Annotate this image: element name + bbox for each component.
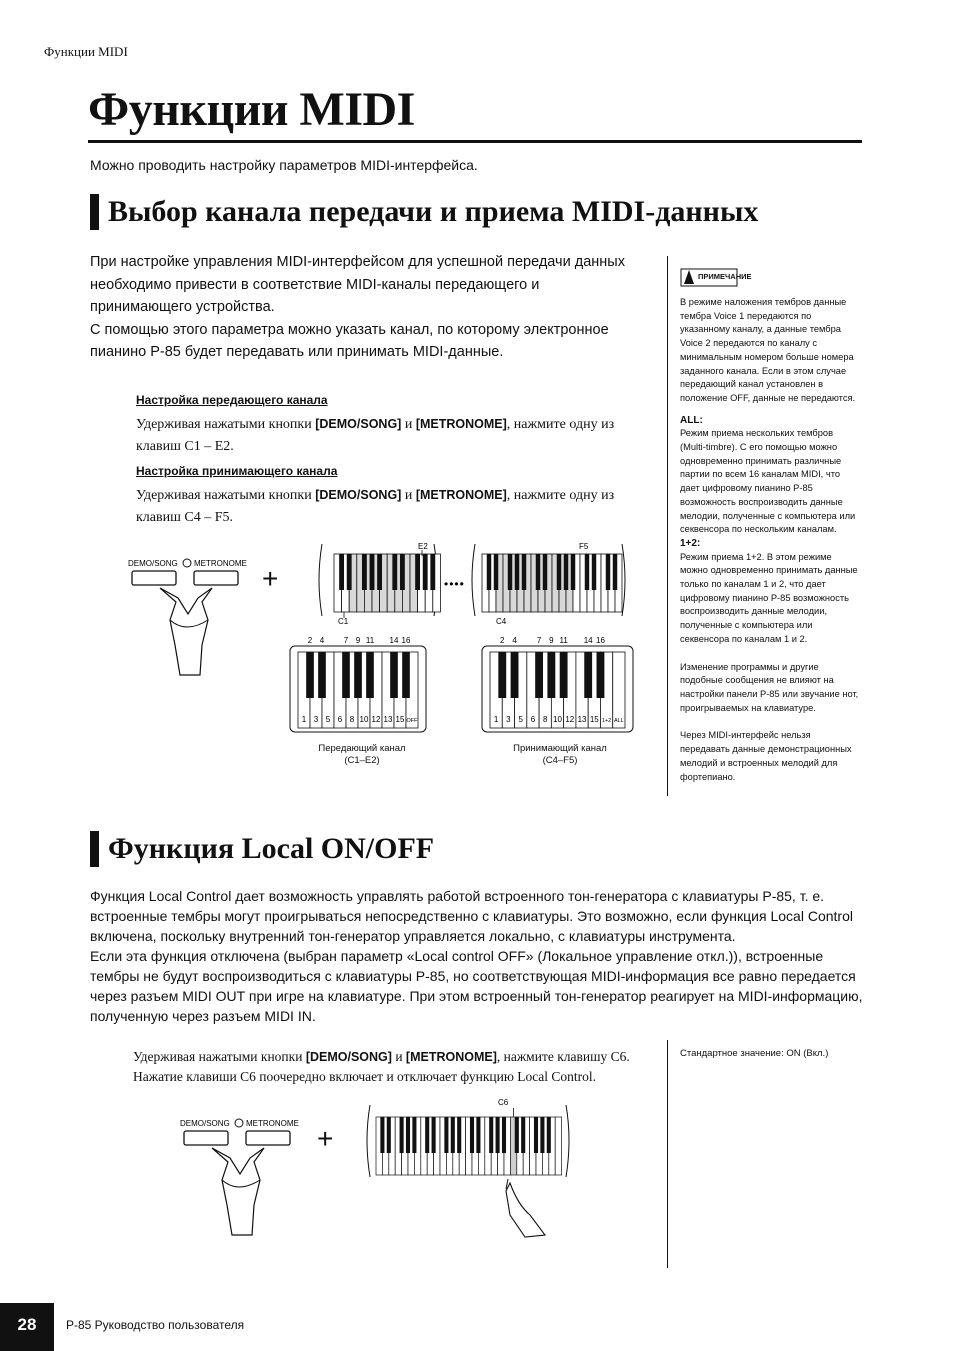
black-key [347,554,352,590]
section2-heading: Функция Local ON/OFF [90,831,434,867]
hand-drawing [160,588,212,675]
black-key [380,1117,384,1153]
black-key [476,1117,480,1153]
transmit-subheading: Настройка передающего канала [136,393,328,407]
black-key [339,554,344,590]
channel-number: 16 [596,636,605,645]
black-key [502,1117,506,1153]
note-divider-2 [667,1040,668,1268]
black-key [444,1117,448,1153]
note-one-two-label: 1+2: [680,537,701,549]
plus-sign: + [262,563,279,594]
channel-number: 15 [589,715,599,724]
channel-number: OFF [406,718,418,724]
note-divider [667,256,668,796]
channel-number: 5 [518,715,523,724]
demo-song-label: DEMO/SONG [128,559,178,568]
channel-number: 7 [343,636,349,645]
black-key [370,554,375,590]
paragraph-line: С помощью этого параметра можно указать канал, по которому электронное [90,321,609,338]
channel-number: 2 [307,636,313,645]
channel-number: 12 [371,715,381,724]
black-key [543,554,547,590]
black-key [489,1117,493,1153]
black-key [557,554,561,590]
note-icon [680,266,752,288]
channel-number: 12 [565,715,575,724]
black-key [564,554,568,590]
black-key [534,1117,538,1153]
black-key [496,1117,500,1153]
note-all-label: ALL: [680,414,703,426]
key-label-f5: F5 [579,542,589,551]
black-key [377,554,382,590]
channel-number: 9 [549,636,554,645]
buttons-hand-illustration-2 [172,1110,317,1240]
section1-paragraph [90,251,650,364]
channel-number: 8 [349,715,355,724]
running-head: Функции MIDI [44,44,128,59]
paragraph-line: тембры не будут воспроизводиться с клавиатуры P-85, но соответствующая MIDI-информация все равно передается [90,968,856,984]
receive-instruction: Удерживая нажатыми кнопки [DEMO/SONG] и [METRONOME], нажмите одну из клавиш C4 – F5. [136,488,615,525]
intro-text: Можно проводить настройку параметров MIDI-интерфейса. [90,157,478,173]
paragraph-line: необходимо привести в соответствие MIDI-каналы передающего и [90,276,540,293]
note-paragraph: Изменение программы и другие подобные сообщения не влияют на настройки панели P-85 или звучание нот, проигрываемых на клавиатуре. [680,661,859,713]
receive-channel-keyboard [480,632,635,737]
black-key [521,1117,525,1153]
paragraph-line: полученную через разъем MIDI IN. [90,1008,316,1024]
channel-number: 14 [583,636,593,645]
black-key [494,554,498,590]
paragraph-line: При настройке управления MIDI-интерфейсом для успешной передачи данных [90,254,625,270]
black-key [540,1117,544,1153]
key-label-c4: C4 [496,617,507,626]
black-key [457,1117,461,1153]
channel-number: 6 [337,715,343,724]
channel-number: 3 [506,715,511,724]
demo-song-label: DEMO/SONG [180,1119,230,1128]
black-key [585,554,589,590]
channel-number: 16 [401,636,411,645]
black-key [470,1117,474,1153]
channel-number: 7 [536,636,542,645]
black-key [560,652,568,698]
black-key [342,652,350,698]
black-key [597,652,605,698]
transmit-channel-keyboard [288,632,428,737]
paragraph-line: пианино P-85 будет передавать или принимать MIDI-данные. [90,344,504,360]
local-instruction: Удерживая нажатыми кнопки [DEMO/SONG] и [METRONOME], нажмите клавишу C6. Нажатие клавиши C6 поочередно включает и отключает функцию Local Control. [133,1049,630,1084]
side-note [680,296,860,784]
buttons-hand-illustration [120,550,260,680]
title-rule [88,140,862,143]
note-paragraph: Режим приема 1+2. В этом режиме можно одновременно принимать данные только по каналам 1 и 2, что дает цифровому пианино P-85 возможность воспроизводить данные мелодии, полученные с компьютера или секвенсора по каналам 1 и 2. [680,551,858,644]
section2-paragraph [90,886,890,1026]
black-key [511,652,519,698]
black-key [366,652,374,698]
note-paragraph: Через MIDI-интерфейс нельзя передавать данные демонстрационных мелодий и встроенных мелодий для фортепиано. [680,730,852,782]
black-key [430,554,435,590]
black-key [547,652,555,698]
channel-number: 4 [319,636,325,645]
plus-sign-2: + [317,1123,334,1154]
black-key [400,554,405,590]
page-title: Функции MIDI [88,83,415,136]
black-key [362,554,367,590]
paragraph-line: принимающего устройства. [90,299,275,315]
note-paragraph: Режим приема нескольких тембров (Multi-timbre). С его помощью можно одновременно принимать различные партии по всем 16 каналам MIDI, что дает цифровому пианино P-85 возможность воспроизводить данные мелодии, полученные с компьютера или секвенсора по нескольким каналам. [680,428,856,535]
page-number: 28 [0,1303,54,1351]
black-key [613,554,617,590]
black-key [400,1117,404,1153]
channel-number: 9 [355,636,361,645]
finger-drawing [506,1183,545,1237]
white-key [613,652,625,728]
paragraph-line: Функция Local Control дает возможность управлять работой встроенного тон-генератора с клавиатуры P-85, т. е. [90,888,825,904]
transmit-instruction: Удерживая нажатыми кнопки [DEMO/SONG] и [METRONOME], нажмите одну из клавиш C1 – E2. [136,417,615,454]
channel-number: 5 [325,715,331,724]
key-label-c1: C1 [338,617,349,626]
channel-number: 11 [559,636,568,645]
channel-number: 10 [553,715,562,724]
black-key [451,1117,455,1153]
channel-number: 15 [395,715,405,724]
black-key [515,554,519,590]
black-key [547,1117,551,1153]
black-key [487,554,491,590]
paragraph-line: встроенные тембры могут проигрываться непосредственно с клавиатуры. Это возможно, если функция Local Control [90,908,853,924]
channel-number: 8 [543,715,548,724]
keyboard-strip-illustration [312,540,637,632]
channel-number: 1 [301,715,307,724]
black-key [392,554,397,590]
black-key [387,1117,391,1153]
paragraph-line: через разъем MIDI OUT при игре на клавиатуре. При этом встроенный тон-генератор реагирует на MIDI-информацию, [90,988,863,1004]
black-key [515,1117,519,1153]
white-key [555,1117,561,1175]
demo-song-button-drawing [132,571,176,585]
channel-number: 10 [359,715,369,724]
black-key [432,1117,436,1153]
channel-number: 1 [493,715,499,724]
default-value-note: Стандартное значение: ON (Вкл.) [680,1048,829,1059]
black-key [498,652,506,698]
svg-text:••••: •••• [444,577,465,591]
paragraph-line: Если эта функция отключена (выбран параметр «Local control OFF» (Локальное управление откл.)), встроенные [90,948,824,964]
black-key [425,1117,429,1153]
black-key [390,652,398,698]
black-key [508,554,512,590]
channel-number: ALL [613,718,624,724]
section1-heading: Выбор канала передачи и приема MIDI-данных [90,194,758,230]
channel-number: 13 [383,715,393,724]
channel-number: 3 [313,715,319,724]
channel-number: 4 [512,636,517,645]
receive-subheading: Настройка принимающего канала [136,464,338,478]
note-paragraph: В режиме наложения тембров данные тембра Voice 1 передаются по указанному каналу, а данные тембра Voice 2 передаются по каналу с минимальным номером больше номера заданного канала. Если в этом случае передающий канал установлен в положение OFF, данные не передаются. [680,297,856,403]
channel-number: 11 [365,636,375,645]
black-key [571,554,575,590]
metronome-button-drawing [194,571,238,585]
black-key [318,652,326,698]
black-key [354,652,362,698]
metronome-label: METRONOME [194,559,247,568]
channel-number: 13 [577,715,587,724]
receive-channel-caption: Принимающий канал (C4–F5) [513,743,607,766]
channel-number: 6 [530,715,536,724]
footer-manual: P-85 Руководство пользователя [66,1318,245,1332]
black-key [306,652,314,698]
c6-keyboard-illustration [360,1095,580,1240]
transmit-channel-caption: Передающий канал (C1–E2) [318,743,406,766]
channel-number: 1+2 [601,718,612,724]
black-key [412,1117,416,1153]
channel-number: 2 [500,636,505,645]
black-key [423,554,428,590]
black-key [402,652,410,698]
paragraph-line: включена, поскольку внутренний тон-генератор управляется локально, с клавиатуры инструмента. [90,928,736,944]
note-tag: ПРИМЕЧАНИЕ [698,272,752,281]
black-key [584,652,592,698]
black-key [535,652,543,698]
black-key [606,554,610,590]
metronome-label: METRONOME [246,1119,299,1128]
key-label-e2: E2 [418,542,428,551]
black-key [536,554,540,590]
black-key [522,554,526,590]
key-label-c6: C6 [498,1098,509,1107]
black-key [406,1117,410,1153]
black-key [415,554,420,590]
channel-number: 14 [389,636,399,645]
black-key [592,554,596,590]
